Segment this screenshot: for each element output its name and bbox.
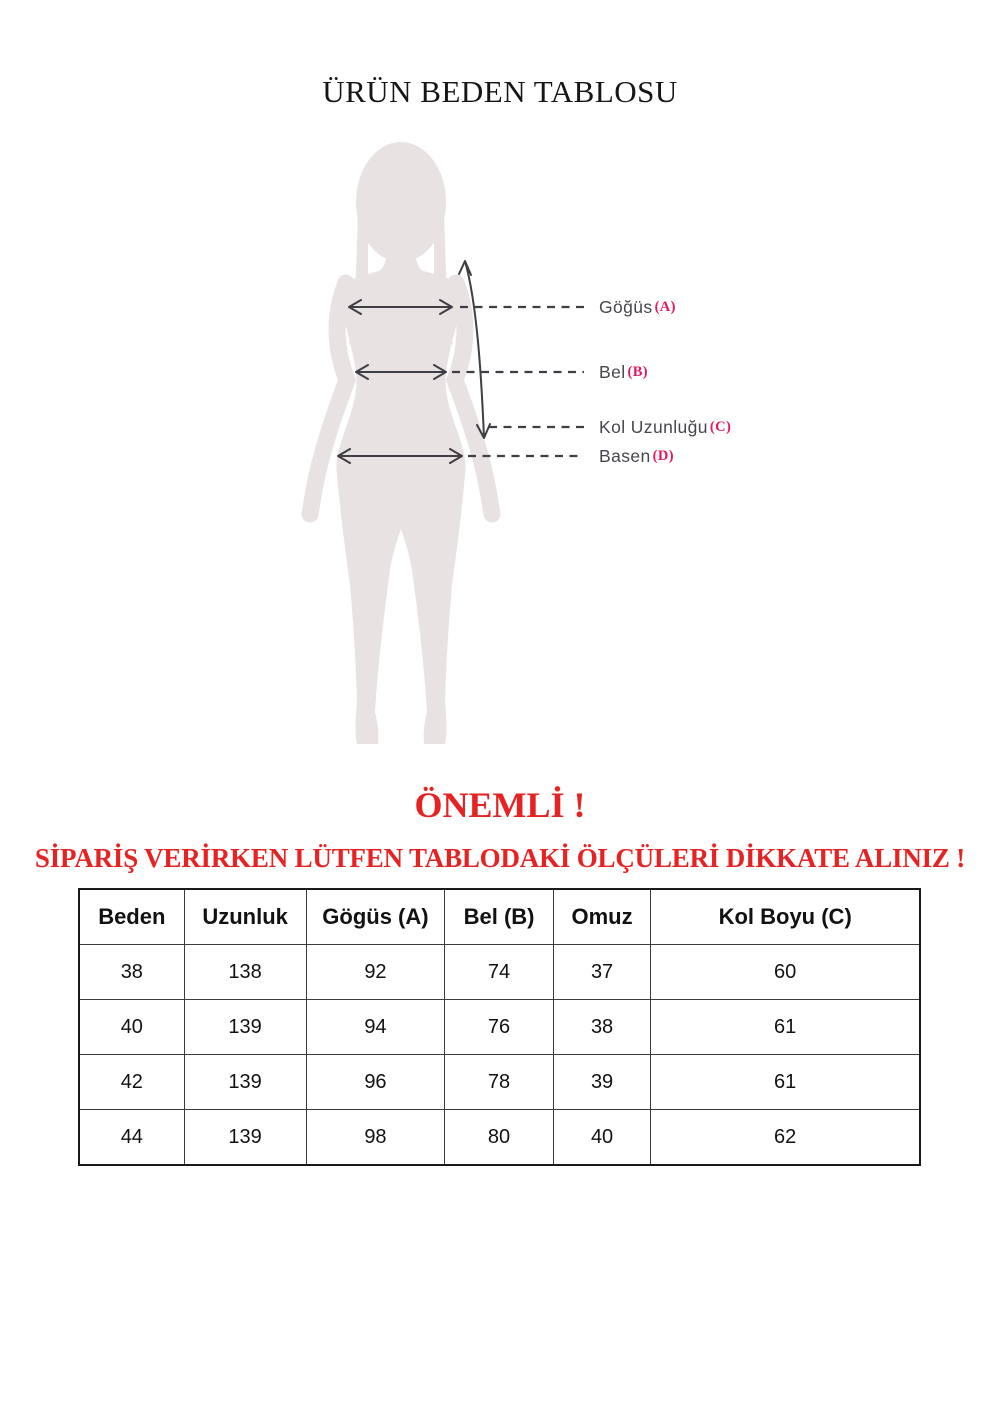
arm-length-measure-label — [599, 416, 731, 438]
hip-label-text: Basen — [599, 446, 651, 466]
arm-length-label-text: Kol Uzunluğu — [599, 417, 708, 437]
cell: 78 — [445, 1055, 553, 1110]
cell: 61 — [651, 1000, 920, 1055]
header-omuz: Omuz — [553, 889, 651, 945]
header-bel: Bel (B) — [445, 889, 553, 945]
cell: 60 — [651, 945, 920, 1000]
cell: 38 — [79, 945, 184, 1000]
chest-measure-label — [599, 296, 676, 318]
table-row — [79, 1000, 920, 1055]
header-gogus: Gögüs (A) — [306, 889, 445, 945]
waist-label-text: Bel — [599, 362, 626, 382]
arm-length-letter-code: (C) — [709, 419, 732, 435]
cell: 62 — [651, 1110, 920, 1166]
cell: 40 — [553, 1110, 651, 1166]
size-table-header-row — [79, 889, 920, 945]
table-row — [79, 1055, 920, 1110]
page-title: ÜRÜN BEDEN TABLOSU — [322, 74, 678, 109]
cell: 139 — [184, 1110, 306, 1166]
hip-measure-label — [599, 445, 674, 467]
cell: 96 — [306, 1055, 445, 1110]
cell: 94 — [306, 1000, 445, 1055]
cell: 138 — [184, 945, 306, 1000]
table-row — [79, 945, 920, 1000]
cell: 61 — [651, 1055, 920, 1110]
order-warning-text: SİPARİŞ VERİRKEN LÜTFEN TABLODAKİ ÖLÇÜLERİ DİKKATE ALINIZ ! — [34, 843, 966, 873]
waist-measure-label — [599, 361, 648, 383]
hip-letter-code: (D) — [652, 448, 674, 464]
cell: 38 — [553, 1000, 651, 1055]
torso-legs-shape — [334, 246, 468, 744]
size-table — [78, 888, 921, 1166]
cell: 42 — [79, 1055, 184, 1110]
hair-head-shape — [356, 142, 446, 262]
cell: 98 — [306, 1110, 445, 1166]
cell: 76 — [445, 1000, 553, 1055]
chest-letter-code: (A) — [654, 299, 676, 315]
header-beden: Beden — [79, 889, 184, 945]
cell: 39 — [553, 1055, 651, 1110]
chest-label-text: Göğüs — [599, 297, 653, 317]
cell: 92 — [306, 945, 445, 1000]
female-silhouette — [310, 142, 492, 744]
cell: 139 — [184, 1055, 306, 1110]
cell: 37 — [553, 945, 651, 1000]
cell: 139 — [184, 1000, 306, 1055]
cell: 74 — [445, 945, 553, 1000]
header-uzunluk: Uzunluk — [184, 889, 306, 945]
cell: 80 — [445, 1110, 553, 1166]
cell: 44 — [79, 1110, 184, 1166]
cell: 40 — [79, 1000, 184, 1055]
important-heading: ÖNEMLİ ! — [414, 785, 586, 825]
table-row — [79, 1110, 920, 1166]
waist-letter-code: (B) — [627, 364, 649, 380]
header-kol-boyu: Kol Boyu (C) — [651, 889, 920, 945]
